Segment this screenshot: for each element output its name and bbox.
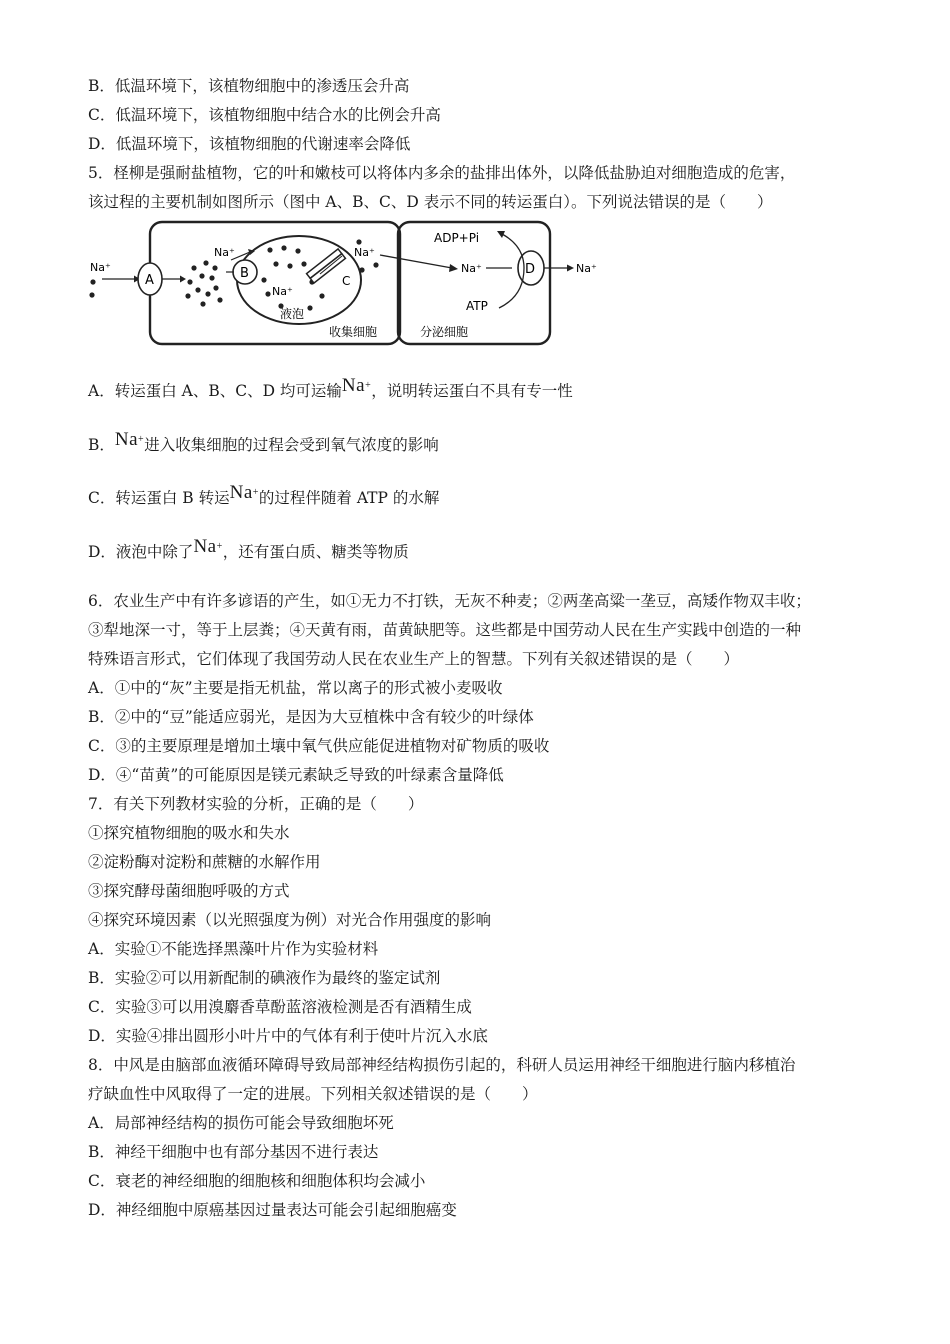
collecting-cell-label: 收集细胞	[329, 325, 378, 339]
q7-option-a: A．实验①不能选择黑藻叶片作为实验材料	[88, 940, 379, 958]
q7-item-2: ②淀粉酶对淀粉和蔗糖的水解作用	[88, 853, 321, 871]
q7-item-1: ①探究植物细胞的吸水和失水	[88, 824, 290, 842]
q8-option-a: A．局部神经结构的损伤可能会导致细胞坏死	[88, 1114, 394, 1132]
q8-option-c: C．衰老的神经细胞的细胞核和细胞体积均会减小	[88, 1172, 426, 1190]
secreting-cell-label: 分泌细胞	[420, 325, 469, 339]
transporter-c-label: C	[342, 274, 351, 288]
na-symbol: Na+	[193, 536, 223, 557]
q5-option-b: B．Na+进入收集细胞的过程会受到氧气浓度的影响	[88, 429, 439, 454]
atp-label: ATP	[466, 299, 488, 313]
q6-option-c: C．③的主要原理是增加土壤中氧气供应能促进植物对矿物质的吸收	[88, 737, 550, 755]
adp-pi-label: ADP+Pi	[434, 231, 480, 245]
q6-option-b: B．②中的“豆”能适应弱光，是因为大豆植株中含有较少的叶绿体	[88, 708, 534, 726]
na-symbol: Na+	[114, 429, 145, 450]
q5-option-c: C．转运蛋白 B 转运Na+的过程伴随着 ATP 的水解	[88, 482, 440, 507]
q5-stem-line2: 该过程的主要机制如图所示（图中 A、B、C、D 表示不同的转运蛋白）。下列说法错误的是（ ）	[88, 193, 773, 211]
na-symbol: Na+	[229, 482, 259, 503]
q7-option-d: D．实验④排出圆形小叶片中的气体有利于使叶片沉入水底	[88, 1027, 488, 1045]
q4-option-b: B．低温环境下，该植物细胞中的渗透压会升高	[88, 77, 410, 95]
na-label-b: Na⁺	[214, 246, 235, 259]
q7-item-3: ③探究酵母菌细胞呼吸的方式	[88, 882, 290, 900]
transporter-c	[307, 249, 346, 283]
q7-option-b: B．实验②可以用新配制的碘液作为最终的鉴定试剂	[88, 969, 441, 987]
salt-secretion-diagram	[84, 218, 614, 350]
na-label-secreting: Na⁺	[461, 262, 482, 275]
transporter-d-label: D	[525, 262, 536, 277]
q7-option-c: C．实验③可以用溴麝香草酚蓝溶液检测是否有酒精生成	[88, 998, 472, 1016]
na-label-c: Na⁺	[354, 246, 375, 259]
q5-option-d: D．液泡中除了Na+，还有蛋白质、糖类等物质	[88, 536, 409, 561]
na-ions-outside-left	[89, 279, 95, 297]
q6-option-a: A．①中的“灰”主要是指无机盐，常以离子的形式被小麦吸收	[88, 679, 503, 697]
q8-stem-line1: 8．中风是由脑部血液循环障碍导致局部神经结构损伤引起的，科研人员运用神经干细胞进行脑内移植治	[88, 1056, 796, 1074]
vacuole-label: 液泡	[280, 307, 305, 321]
q7-stem: 7．有关下列教材实验的分析，正确的是（ ）	[88, 795, 424, 813]
q4-option-d: D．低温环境下，该植物细胞的代谢速率会降低	[88, 135, 411, 153]
q6-stem-line3: 特殊语言形式，它们体现了我国劳动人民在农业生产上的智慧。下列有关叙述错误的是（ ）	[88, 650, 740, 668]
q8-stem-line2: 疗缺血性中风取得了一定的进展。下列相关叙述错误的是（ ）	[88, 1085, 538, 1103]
q8-option-d: D．神经细胞中原癌基因过量表达可能会引起细胞癌变	[88, 1201, 457, 1219]
q8-option-b: B．神经干细胞中也有部分基因不进行表达	[88, 1143, 379, 1161]
q7-item-4: ④探究环境因素（以光照强度为例）对光合作用强度的影响	[88, 911, 492, 929]
q6-stem-line2: ③犁地深一寸，等于上层粪；④天黄有雨，苗黄缺肥等。这些都是中国劳动人民在生产实践中创造的一种	[88, 621, 802, 639]
na-label-outside-right: Na⁺	[576, 262, 597, 275]
na-ions-cytoplasm	[185, 260, 222, 306]
na-label-vacuole: Na⁺	[272, 285, 293, 298]
na-label-outside-left: Na⁺	[90, 261, 111, 274]
q6-option-d: D．④“苗黄”的可能原因是镁元素缺乏导致的叶绿素含量降低	[88, 766, 504, 784]
q5-option-a: A．转运蛋白 A、B、C、D 均可运输Na+，说明转运蛋白不具有专一性	[88, 375, 573, 400]
transporter-b-label: B	[240, 266, 249, 281]
q4-option-c: C．低温环境下，该植物细胞中结合水的比例会升高	[88, 106, 441, 124]
na-symbol: Na+	[341, 375, 372, 396]
q5-stem-line1: 5．柽柳是强耐盐植物，它的叶和嫩枝可以将体内多余的盐排出体外，以降低盐胁迫对细胞造成的危害，	[88, 164, 796, 182]
transporter-a-label: A	[145, 273, 154, 288]
q6-stem-line1: 6．农业生产中有许多谚语的产生，如①无力不打铁，无灰不种麦；②两垄高粱一垄豆，高矮作物双丰收；	[88, 592, 811, 610]
